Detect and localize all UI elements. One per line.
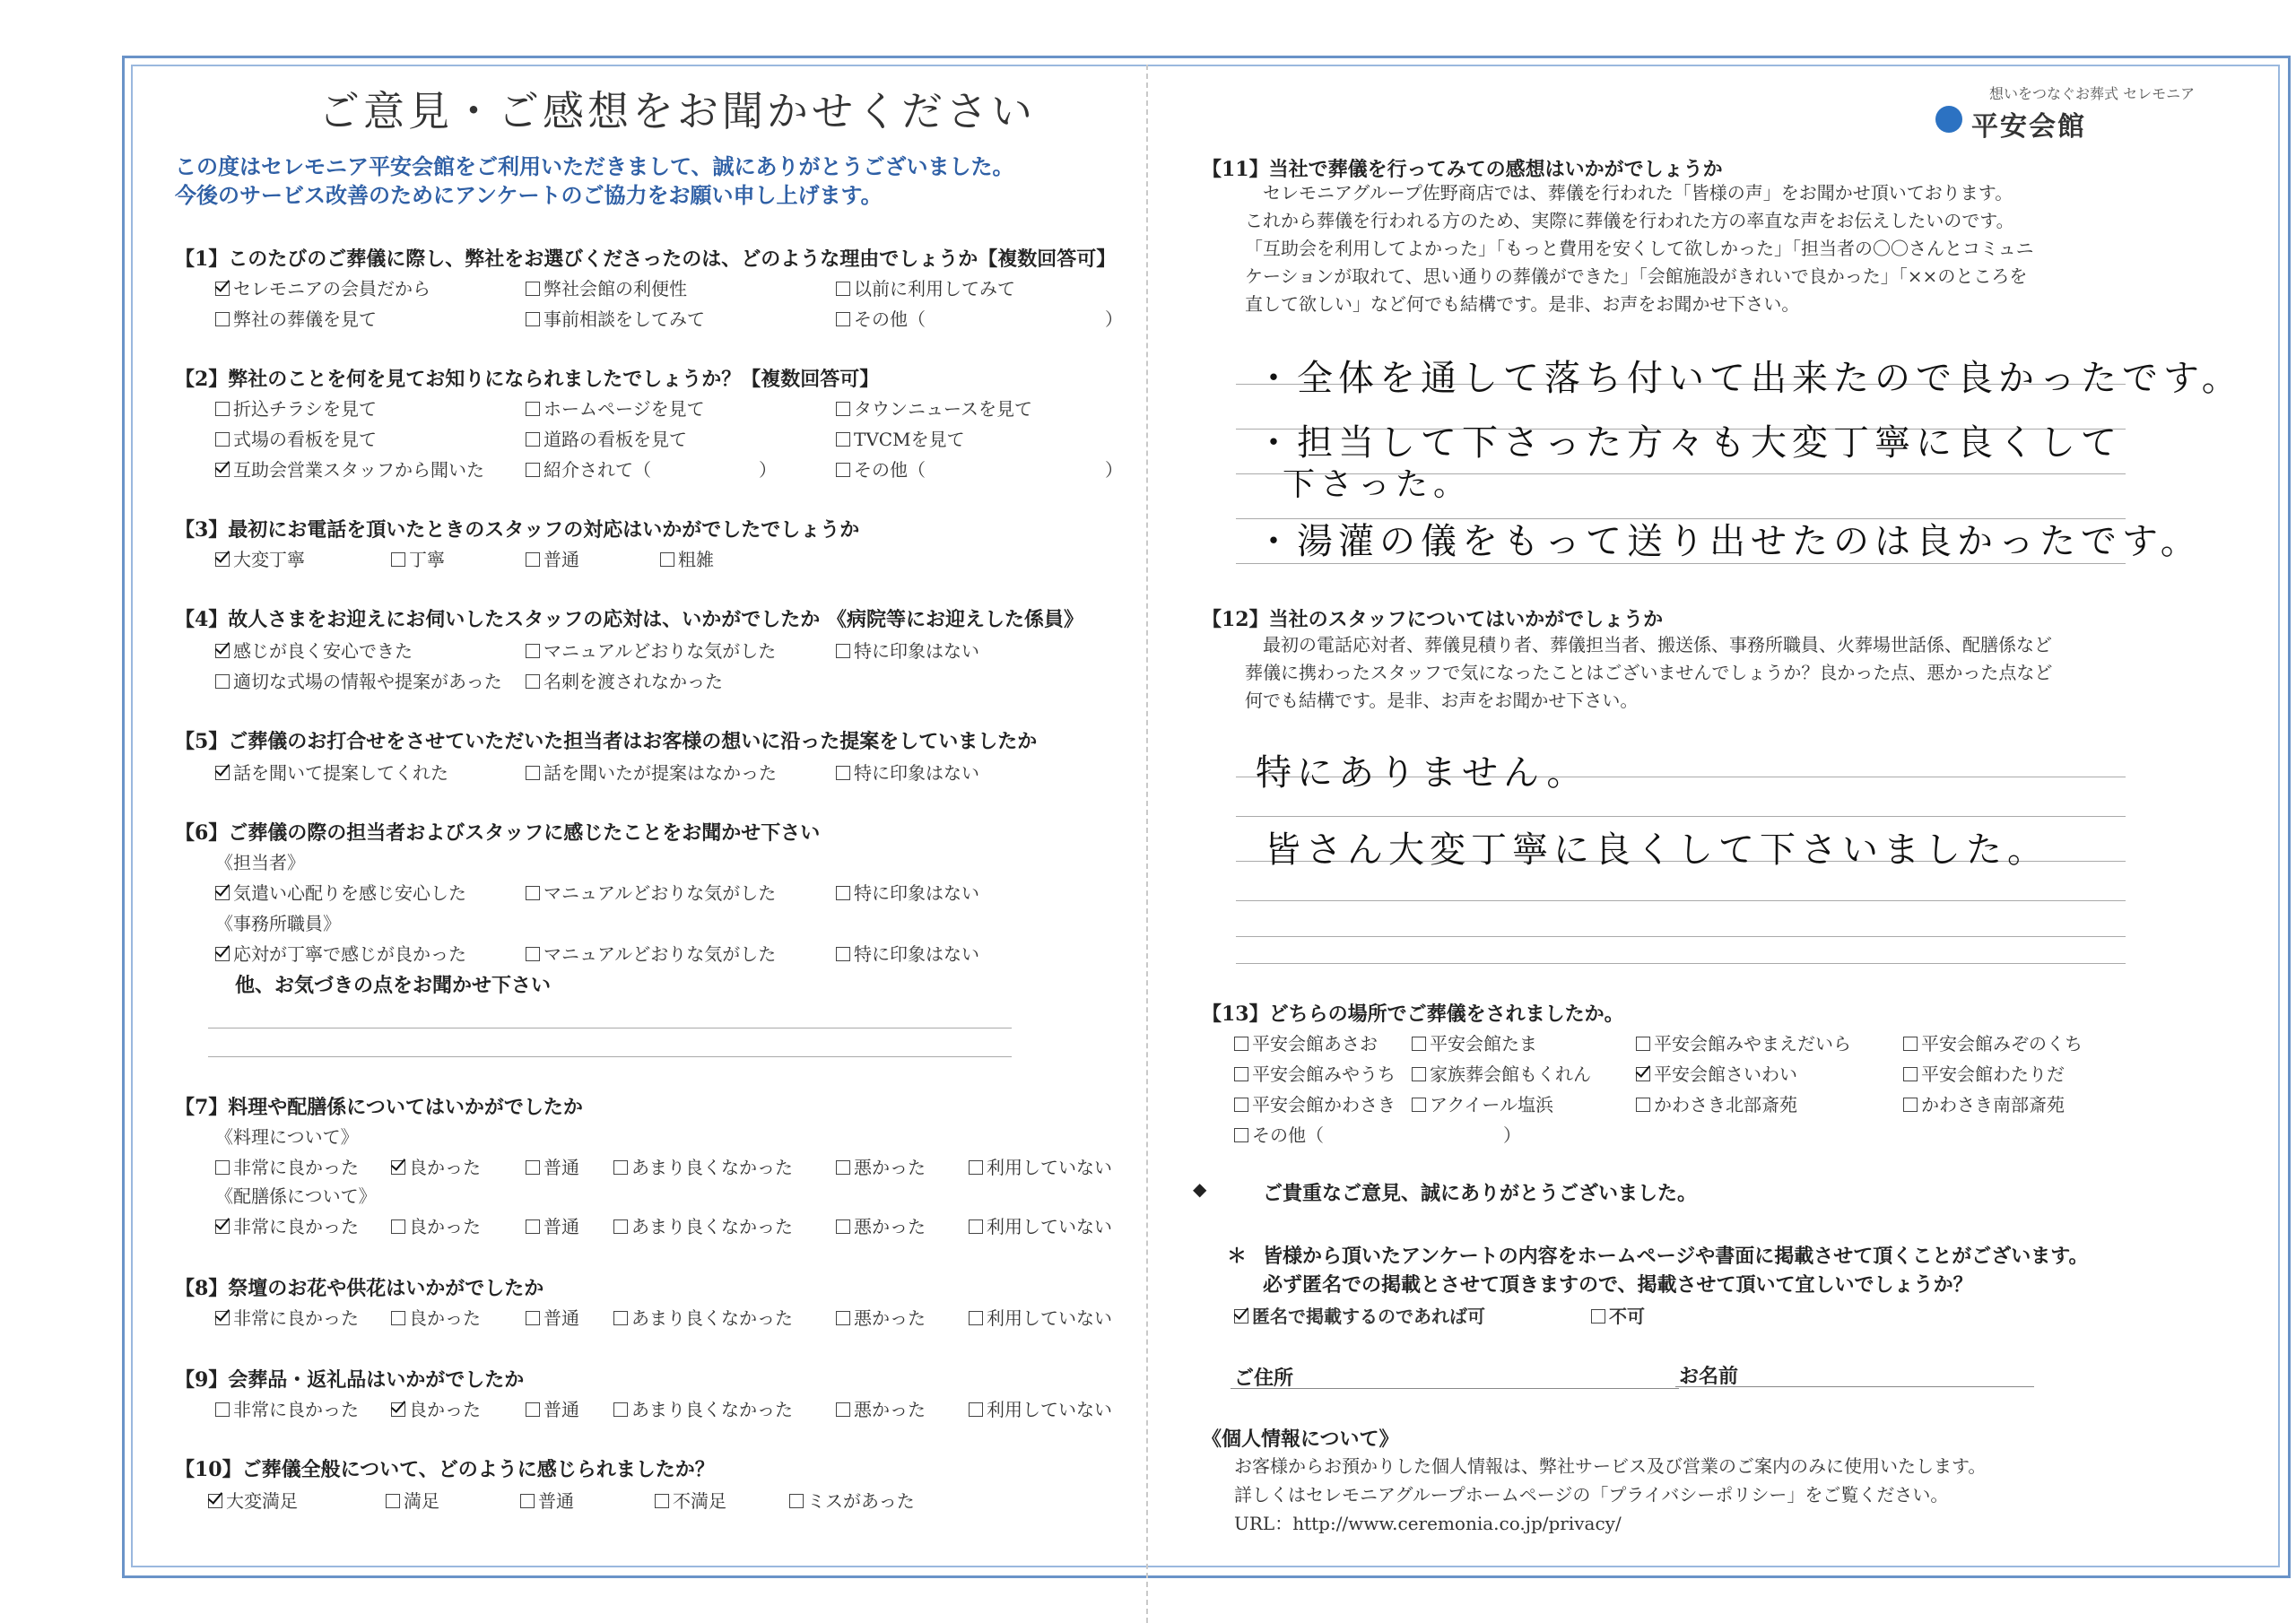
checkbox[interactable]	[836, 402, 850, 416]
q5-option[interactable]: 話を聞いたが提案はなかった	[526, 759, 777, 785]
checkbox[interactable]	[1636, 1067, 1650, 1081]
q6-option[interactable]: マニュアルどおりな気がした	[526, 940, 776, 966]
q3-option[interactable]: 粗雑	[660, 545, 714, 571]
closing-thanks: ご貴重なご意見、誠にありがとうございました。	[1263, 1182, 1698, 1205]
checkbox[interactable]	[836, 1219, 850, 1234]
q13-option[interactable]: その他（ ）	[1234, 1121, 1521, 1147]
q8-option[interactable]: 悪かった	[836, 1304, 926, 1330]
checkbox[interactable]	[1234, 1309, 1248, 1324]
address-label: ご住所	[1234, 1367, 1294, 1390]
q7-serving-option[interactable]: 非常に良かった	[215, 1212, 359, 1238]
q2-title: 【2】弊社のことを何を見てお知りになられましたでしょうか？【複数回答可】	[175, 368, 880, 391]
publish-consent-no[interactable]: 不可	[1591, 1302, 1645, 1328]
q4-title: 【4】故人さまをお迎えにお伺いしたスタッフの応対は、いかがでしたか 《病院等にお迎えした係員》	[175, 608, 1083, 631]
checkbox[interactable]	[215, 552, 230, 567]
logo-name: 平安会館	[1971, 111, 2086, 143]
q2-option[interactable]: ホームページを見て	[526, 395, 705, 421]
q4-option[interactable]: マニュアルどおりな気がした	[526, 637, 776, 663]
q8-option[interactable]: 良かった	[391, 1304, 481, 1330]
checkbox[interactable]	[526, 674, 540, 689]
checkbox[interactable]	[836, 1160, 850, 1175]
privacy-line-2: 詳しくはセレモニアグループホームページの「プライバシーポリシー」をご覧ください。	[1234, 1484, 1949, 1506]
q6-option[interactable]: マニュアルどおりな気がした	[526, 879, 776, 905]
checkbox[interactable]	[215, 1160, 230, 1175]
privacy-title: 《個人情報について》	[1202, 1428, 1399, 1451]
checkbox[interactable]	[526, 644, 540, 658]
q4-option[interactable]: 適切な式場の情報や提案があった	[215, 667, 502, 693]
q9-option[interactable]: 良かった	[391, 1395, 481, 1421]
q1-option[interactable]: セレモニアの会員だから	[215, 274, 430, 300]
q7-food-option[interactable]: あまり良くなかった	[613, 1153, 793, 1179]
q4-option[interactable]: 名刺を渡されなかった	[526, 667, 723, 693]
address-line[interactable]	[1231, 1388, 1679, 1389]
checkbox[interactable]	[1903, 1067, 1918, 1081]
checkbox[interactable]	[386, 1494, 400, 1508]
q13-option[interactable]: 平安会館かわさき	[1234, 1090, 1396, 1116]
q13-option[interactable]: 家族葬会館もくれん	[1412, 1060, 1591, 1086]
checkbox[interactable]	[1636, 1037, 1650, 1051]
q7-food-option[interactable]: 悪かった	[836, 1153, 926, 1179]
checkbox[interactable]	[613, 1402, 628, 1417]
q1-option[interactable]: 弊社の葬儀を見て	[215, 305, 377, 331]
q11-body-line: セレモニアグループ佐野商店では、葬儀を行われた「皆様の声」をお聞かせ頂いております。	[1263, 182, 2013, 204]
write-line	[1236, 816, 2126, 817]
checkbox[interactable]	[836, 886, 850, 900]
checkbox[interactable]	[836, 312, 850, 326]
q10-option[interactable]: 大変満足	[208, 1487, 298, 1513]
q10-option[interactable]: 不満足	[655, 1487, 726, 1513]
checkbox[interactable]	[836, 432, 850, 447]
checkbox[interactable]	[526, 463, 540, 477]
q9-title: 【9】会葬品・返礼品はいかがでしたか	[175, 1368, 525, 1392]
q7-serving-option[interactable]: 普通	[526, 1212, 579, 1238]
checkbox[interactable]	[520, 1494, 535, 1508]
checkbox[interactable]	[1591, 1309, 1605, 1324]
checkbox[interactable]	[526, 402, 540, 416]
checkbox[interactable]	[215, 766, 230, 780]
closing-note-2: 必ず匿名での掲載とさせて頂きますので、掲載させて頂いて宜しいでしょうか？	[1263, 1273, 1973, 1297]
q7-sub-food: 《料理について》	[215, 1126, 359, 1148]
q5-title: 【5】ご葬儀のお打合せをさせていただいた担当者はお客様の想いに沿った提案をしていましたか	[175, 730, 1038, 753]
q9-option[interactable]: 非常に良かった	[215, 1395, 359, 1421]
q3-option[interactable]: 丁寧	[391, 545, 445, 571]
q2-option[interactable]: TVCMを見て	[836, 425, 965, 451]
checkbox[interactable]	[215, 463, 230, 477]
checkbox[interactable]	[526, 947, 540, 961]
q12-handwritten-answer: 特にありません。	[1256, 752, 1588, 794]
checkbox[interactable]	[526, 312, 540, 326]
q11-handwritten-answer: ・担当して下さった方々も大変丁寧に良くして	[1256, 422, 2122, 464]
q7-serving-option[interactable]: 良かった	[391, 1212, 481, 1238]
q6-option[interactable]: 気遣い心配りを感じ安心した	[215, 879, 466, 905]
checkbox[interactable]	[836, 644, 850, 658]
q2-option[interactable]: 道路の看板を見て	[526, 425, 687, 451]
checkbox[interactable]	[1234, 1128, 1248, 1142]
checkbox[interactable]	[215, 947, 230, 961]
q13-option[interactable]: 平安会館たま	[1412, 1029, 1537, 1055]
checkbox[interactable]	[526, 1311, 540, 1325]
name-line[interactable]	[1675, 1386, 2034, 1387]
q12-title: 【12】当社のスタッフについてはいかがでしょうか	[1202, 608, 1664, 631]
q7-food-option[interactable]: 普通	[526, 1153, 579, 1179]
q13-option[interactable]: 平安会館みやうち	[1234, 1060, 1396, 1086]
checkbox[interactable]	[836, 766, 850, 780]
checkbox[interactable]	[215, 886, 230, 900]
checkbox[interactable]	[215, 312, 230, 326]
q11-body-line: 「互助会を利用してよかった」「もっと費用を安くして欲しかった」「担当者の〇〇さんとコミュニ	[1245, 238, 2034, 259]
q9-option[interactable]: あまり良くなかった	[613, 1395, 793, 1421]
q13-title: 【13】どちらの場所でご葬儀をされましたか。	[1202, 1002, 1624, 1026]
q11-handwritten-answer: ・全体を通して落ち付いて出来たので良かったです。	[1256, 358, 2243, 399]
q2-option[interactable]: 式場の看板を見て	[215, 425, 377, 451]
q13-option[interactable]: 平安会館わたりだ	[1903, 1060, 2065, 1086]
q6-other-prompt: 他、お気づきの点をお聞かせ下さい	[235, 974, 552, 997]
publish-consent-yes[interactable]: 匿名で掲載するのであれば可	[1234, 1302, 1485, 1328]
checkbox[interactable]	[969, 1402, 983, 1417]
checkbox[interactable]	[1234, 1067, 1248, 1081]
q6-sub-office: 《事務所職員》	[215, 913, 341, 934]
checkbox[interactable]	[613, 1219, 628, 1234]
logo-tagline: 想いをつなぐお葬式 セレモニア	[1989, 85, 2196, 102]
q6-sub-staff: 《担当者》	[215, 852, 305, 873]
checkbox[interactable]	[1234, 1098, 1248, 1112]
checkbox[interactable]	[391, 1311, 405, 1325]
checkbox[interactable]	[613, 1311, 628, 1325]
q5-option[interactable]: 特に印象はない	[836, 759, 979, 785]
checkbox[interactable]	[1234, 1037, 1248, 1051]
checkbox[interactable]	[789, 1494, 804, 1508]
q7-food-option[interactable]: 非常に良かった	[215, 1153, 359, 1179]
q3-option[interactable]: 普通	[526, 545, 579, 571]
checkbox[interactable]	[391, 1160, 405, 1175]
checkbox[interactable]	[526, 552, 540, 567]
q9-option[interactable]: 悪かった	[836, 1395, 926, 1421]
q7-serving-option[interactable]: 利用していない	[969, 1212, 1112, 1238]
checkbox[interactable]	[391, 1402, 405, 1417]
q6-title: 【6】ご葬儀の際の担当者およびスタッフに感じたことをお聞かせ下さい	[175, 821, 821, 845]
checkbox[interactable]	[836, 1402, 850, 1417]
checkbox[interactable]	[526, 282, 540, 296]
checkbox[interactable]	[215, 1402, 230, 1417]
q6-option[interactable]: 特に印象はない	[836, 940, 979, 966]
q13-option[interactable]: 平安会館さいわい	[1636, 1060, 1797, 1086]
q8-title: 【8】祭壇のお花や供花はいかがでしたか	[175, 1277, 544, 1300]
checkbox[interactable]	[208, 1494, 222, 1508]
q10-title: 【10】ご葬儀全般について、どのように感じられましたか？	[175, 1458, 715, 1481]
q13-option[interactable]: アクイール塩浜	[1412, 1090, 1553, 1116]
q2-option[interactable]: タウンニュースを見て	[836, 395, 1032, 421]
checkbox[interactable]	[215, 644, 230, 658]
checkbox[interactable]	[215, 432, 230, 447]
checkbox[interactable]	[836, 463, 850, 477]
q7-food-option[interactable]: 良かった	[391, 1153, 481, 1179]
q13-option[interactable]: 平安会館みぞのくち	[1903, 1029, 2083, 1055]
q1-option[interactable]: その他（ ）	[836, 305, 1123, 331]
q4-option[interactable]: 感じが良く安心できた	[215, 637, 413, 663]
checkbox[interactable]	[526, 1402, 540, 1417]
q3-option[interactable]: 大変丁寧	[215, 545, 305, 571]
q11-handwritten-answer: 下さった。	[1283, 466, 1472, 503]
q13-option[interactable]: かわさき南部斎苑	[1903, 1090, 2065, 1116]
q7-title: 【7】料理や配膳係についてはいかがでしたか	[175, 1096, 583, 1119]
checkbox[interactable]	[969, 1160, 983, 1175]
q10-option[interactable]: 満足	[386, 1487, 439, 1513]
q11-body-line: ケーションが取れて、思い通りの葬儀ができた」「会館施設がきれいで良かった」「××のところを	[1245, 265, 2028, 287]
q2-option[interactable]: その他（ ）	[836, 456, 1123, 482]
checkbox[interactable]	[526, 1160, 540, 1175]
q12-body-line: 葬儀に携わったスタッフで気になったことはございませんでしょうか？良かった点、悪かった点など	[1245, 662, 2053, 683]
checkbox[interactable]	[215, 282, 230, 296]
q11-title: 【11】当社で葬儀を行ってみての感想はいかがでしょうか	[1202, 158, 1723, 181]
logo-icon	[1935, 106, 1962, 133]
q12-body-line: 最初の電話応対者、葬儀見積り者、葬儀担当者、搬送係、事務所職員、火葬場世話係、配膳係など	[1263, 634, 2052, 655]
checkbox[interactable]	[215, 1311, 230, 1325]
privacy-url[interactable]: URL：http://www.ceremonia.co.jp/privacy/	[1234, 1513, 1622, 1534]
q2-option[interactable]: 互助会営業スタッフから聞いた	[215, 456, 484, 482]
checkbox[interactable]	[526, 1219, 540, 1234]
q10-option[interactable]: 普通	[520, 1487, 574, 1513]
checkbox[interactable]	[215, 402, 230, 416]
page-title: ご意見・ご感想をお聞かせください	[318, 87, 1036, 135]
q11-handwritten-answer: ・湯灌の儀をもって送り出せたのは良かったです。	[1256, 521, 2202, 562]
q6-option[interactable]: 特に印象はない	[836, 879, 979, 905]
page-fold	[1146, 65, 1148, 1623]
q13-option[interactable]: 平安会館あさお	[1234, 1029, 1378, 1055]
q12-body-line: 何でも結構です。是非、お声をお聞かせ下さい。	[1245, 690, 1639, 711]
q8-option[interactable]: 普通	[526, 1304, 579, 1330]
write-line	[1236, 963, 2126, 964]
q2-option[interactable]: 紹介されて（ ）	[526, 456, 777, 482]
checkbox[interactable]	[660, 552, 674, 567]
q8-option[interactable]: 利用していない	[969, 1304, 1112, 1330]
q4-option[interactable]: 特に印象はない	[836, 637, 979, 663]
checkbox[interactable]	[1412, 1098, 1426, 1112]
q2-option[interactable]: 折込チラシを見て	[215, 395, 377, 421]
q8-option[interactable]: あまり良くなかった	[613, 1304, 793, 1330]
checkbox[interactable]	[215, 674, 230, 689]
checkbox[interactable]	[969, 1219, 983, 1234]
q7-serving-option[interactable]: あまり良くなかった	[613, 1212, 793, 1238]
write-line	[1236, 900, 2126, 901]
q3-title: 【3】最初にお電話を頂いたときのスタッフの対応はいかがでしたでしょうか	[175, 518, 860, 542]
q5-option[interactable]: 話を聞いて提案してくれた	[215, 759, 448, 785]
checkbox[interactable]	[655, 1494, 669, 1508]
q1-title: 【1】このたびのご葬儀に際し、弊社をお選びくださったのは、どのような理由でしょうか【複数回答可】	[175, 247, 1117, 271]
q13-option[interactable]: かわさき北部斎苑	[1636, 1090, 1797, 1116]
q7-food-option[interactable]: 利用していない	[969, 1153, 1112, 1179]
q11-body-line: 直して欲しい」など何でも結構です。是非、お声をお聞かせ下さい。	[1245, 293, 1800, 315]
checkbox[interactable]	[526, 766, 540, 780]
diamond-icon: ◆	[1193, 1178, 1207, 1200]
checkbox[interactable]	[1636, 1098, 1650, 1112]
checkbox[interactable]	[215, 1219, 230, 1234]
checkbox[interactable]	[836, 282, 850, 296]
q10-option[interactable]: ミスがあった	[789, 1487, 915, 1513]
checkbox[interactable]	[1903, 1037, 1918, 1051]
closing-note-1: 皆様から頂いたアンケートの内容をホームページや書面に掲載させて頂くことがございます。	[1263, 1245, 2089, 1268]
checkbox[interactable]	[391, 1219, 405, 1234]
intro-line-1: この度はセレモニア平安会館をご利用いただきまして、誠にありがとうございました。	[175, 153, 1014, 179]
checkbox[interactable]	[1412, 1037, 1426, 1051]
q7-sub-serving: 《配膳係について》	[215, 1185, 377, 1207]
privacy-line-1: お客様からお預かりした個人情報は、弊社サービス及び営業のご案内のみに使用いたします。	[1234, 1455, 1987, 1477]
intro-line-2: 今後のサービス改善のためにアンケートのご協力をお願い申し上げます。	[175, 182, 883, 208]
checkbox[interactable]	[391, 552, 405, 567]
q12-handwritten-answer: 皆さん大変丁寧に良くして下さいました。	[1265, 829, 2048, 871]
q1-option[interactable]: 弊社会館の利便性	[526, 274, 687, 300]
q9-option[interactable]: 利用していない	[969, 1395, 1112, 1421]
q1-option[interactable]: 以前に利用してみて	[836, 274, 1015, 300]
q6-option[interactable]: 応対が丁寧で感じが良かった	[215, 940, 466, 966]
checkbox[interactable]	[836, 1311, 850, 1325]
name-label: お名前	[1679, 1365, 1739, 1388]
checkbox[interactable]	[526, 886, 540, 900]
q1-option[interactable]: 事前相談をしてみて	[526, 305, 705, 331]
checkbox[interactable]	[1412, 1067, 1426, 1081]
q8-option[interactable]: 非常に良かった	[215, 1304, 359, 1330]
checkbox[interactable]	[526, 432, 540, 447]
checkbox[interactable]	[1903, 1098, 1918, 1112]
q9-option[interactable]: 普通	[526, 1395, 579, 1421]
q11-body-line: これから葬儀を行われる方のため、実際に葬儀を行われた方の率直な声をお伝えしたいのです。	[1245, 210, 2014, 231]
asterisk-icon: ＊	[1227, 1245, 1248, 1268]
q7-serving-option[interactable]: 悪かった	[836, 1212, 926, 1238]
checkbox[interactable]	[836, 947, 850, 961]
write-line	[1236, 936, 2126, 937]
write-line	[208, 1056, 1012, 1057]
checkbox[interactable]	[969, 1311, 983, 1325]
q13-option[interactable]: 平安会館みやまえだいら	[1636, 1029, 1851, 1055]
checkbox[interactable]	[613, 1160, 628, 1175]
